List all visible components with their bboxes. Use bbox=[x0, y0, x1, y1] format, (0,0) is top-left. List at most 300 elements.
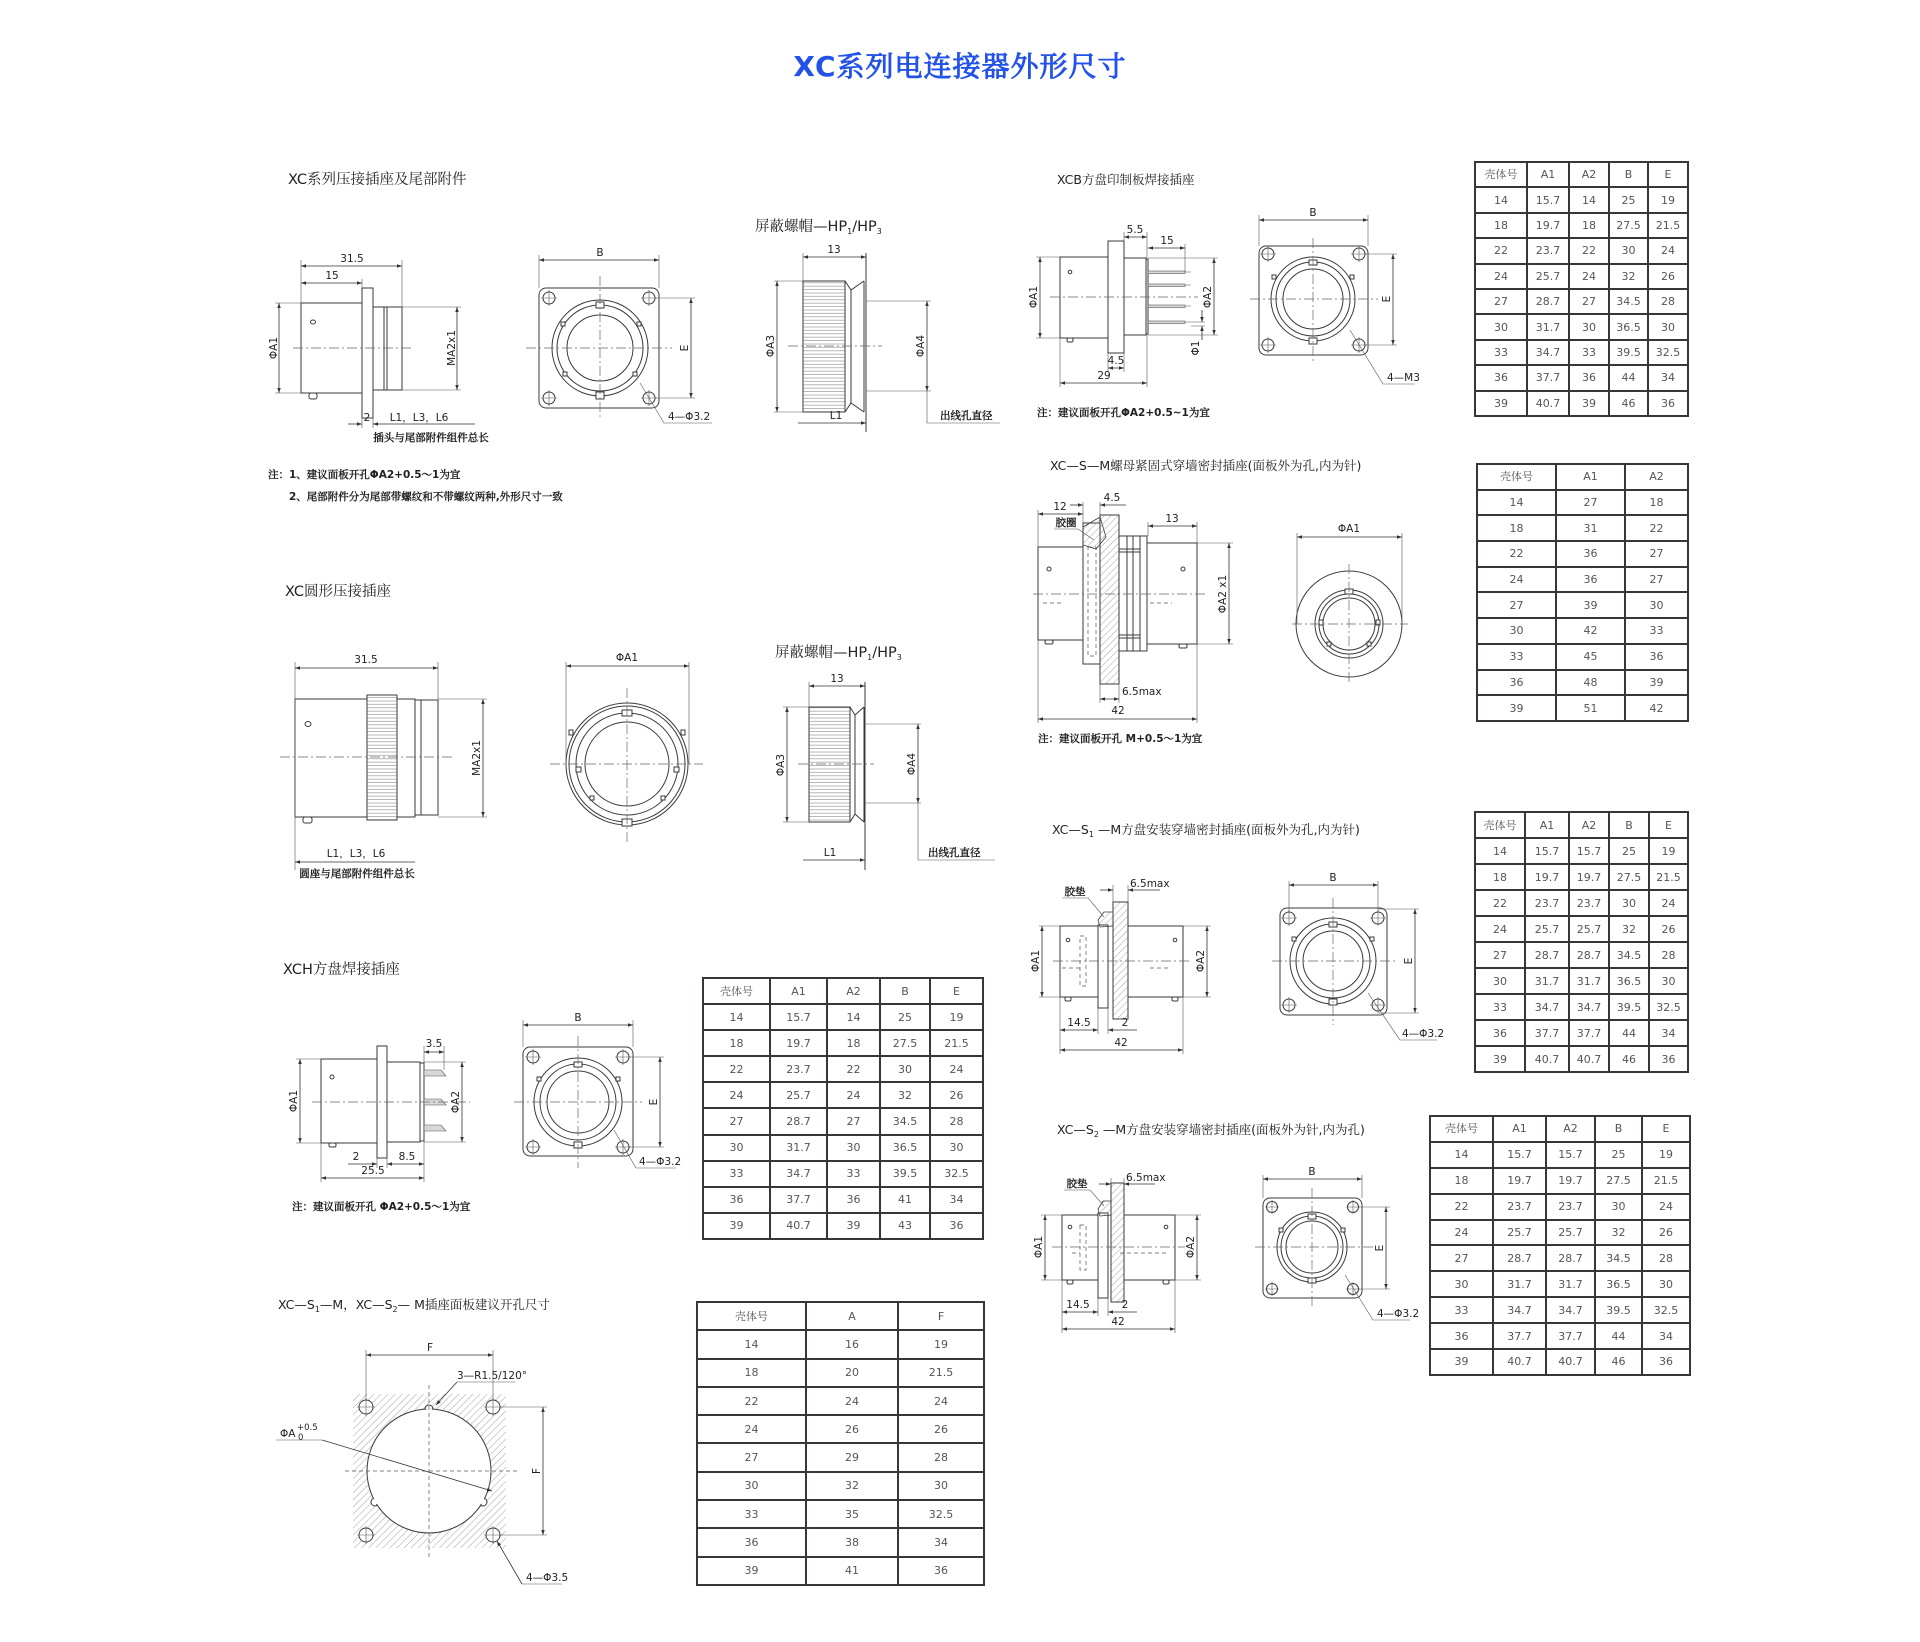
table-row bbox=[1477, 644, 1688, 670]
pin-length-label: 15 bbox=[1160, 235, 1174, 247]
cell-f: 34 bbox=[898, 1528, 984, 1556]
cell-e: 28 bbox=[1642, 1245, 1690, 1271]
assembly-length-label: L1，L3，L6 bbox=[389, 412, 449, 424]
cell-shell-size: 14 bbox=[1477, 490, 1556, 516]
table-row bbox=[703, 1108, 983, 1134]
cell-shell-size: 39 bbox=[1475, 1046, 1525, 1072]
note-xch: 注：建议面板开孔 ΦA2+0.5～1为宜 bbox=[292, 1201, 471, 1213]
xcs1m-front-view bbox=[1272, 872, 1444, 1040]
title-text: XC—S bbox=[1057, 1122, 1094, 1137]
cell-b: 36.5 bbox=[1595, 1271, 1642, 1297]
header-e: E bbox=[930, 978, 983, 1004]
mounting-holes-label: 4—M3 bbox=[1387, 372, 1420, 384]
cell-a2: 27 bbox=[1569, 289, 1609, 314]
cell-a1: 34.7 bbox=[1525, 994, 1569, 1020]
cell-a2: 31.7 bbox=[1546, 1271, 1595, 1297]
mounting-holes-label: 4—Φ3.2 bbox=[668, 411, 711, 423]
cell-b: 25 bbox=[1609, 187, 1648, 212]
cell-a1: 15.7 bbox=[1525, 838, 1569, 864]
section-title-xcb: XCB方盘印制板焊接插座 bbox=[1057, 172, 1195, 187]
cell-shell-size: 24 bbox=[703, 1082, 770, 1108]
header-a2: A2 bbox=[1569, 812, 1609, 838]
title-text: /HP bbox=[872, 645, 897, 661]
cell-shell-size: 27 bbox=[1430, 1245, 1493, 1271]
cell-e: 26 bbox=[1642, 1220, 1690, 1246]
overall-length-label: 31.5 bbox=[340, 253, 364, 265]
flange-thickness-label: 2 bbox=[352, 1151, 360, 1163]
cell-a2: 36 bbox=[827, 1187, 880, 1213]
cell-shell-size: 36 bbox=[1475, 365, 1527, 390]
width-b-label: B bbox=[596, 247, 604, 259]
dia-a1-label: ΦA1 bbox=[1337, 523, 1361, 535]
notch-label: 3—R1.5/120° bbox=[457, 1370, 528, 1382]
table-row bbox=[697, 1500, 984, 1528]
dia-a2-label: ΦA2 bbox=[450, 1090, 462, 1114]
title-text: 屏蔽螺帽—HP bbox=[775, 645, 868, 661]
cell-shell-size: 18 bbox=[1430, 1168, 1493, 1194]
cell-a1: 15.7 bbox=[770, 1004, 827, 1030]
nut-width-label: 13 bbox=[830, 673, 844, 685]
thread-label: ΦA2 x1 bbox=[1217, 574, 1229, 614]
cell-a2: 39 bbox=[827, 1213, 880, 1239]
cell-shell-size: 36 bbox=[697, 1528, 806, 1556]
cell-a1: 37.7 bbox=[1525, 1020, 1569, 1046]
assembly-length-caption: 插头与尾部附件组件总长 bbox=[373, 432, 489, 444]
cell-shell-size: 24 bbox=[697, 1415, 806, 1443]
cell-a1: 48 bbox=[1556, 670, 1625, 696]
title-text: —M，XC—S bbox=[319, 1297, 393, 1312]
header-e: E bbox=[1642, 1116, 1690, 1142]
height-e-label: E bbox=[1374, 1244, 1386, 1252]
xch-side-view bbox=[288, 1038, 470, 1182]
cell-shell-size: 30 bbox=[697, 1472, 806, 1500]
cell-shell-size: 30 bbox=[1430, 1271, 1493, 1297]
cell-shell-size: 33 bbox=[1475, 340, 1527, 365]
cell-a1: 25.7 bbox=[770, 1082, 827, 1108]
rear-length-label: 8.5 bbox=[398, 1151, 416, 1163]
table-row bbox=[1430, 1194, 1690, 1220]
cell-b: 32 bbox=[1609, 916, 1649, 942]
cell-a2: 24 bbox=[827, 1082, 880, 1108]
cell-shell-size: 22 bbox=[1430, 1194, 1493, 1220]
cell-f: 36 bbox=[898, 1557, 984, 1585]
table-row bbox=[1477, 670, 1688, 696]
header-e: E bbox=[1648, 162, 1688, 187]
table-header-row bbox=[703, 978, 983, 1004]
table-row bbox=[703, 1030, 983, 1056]
flange-thickness-label: 2 bbox=[363, 412, 371, 424]
tolerance-upper: +0.5 bbox=[297, 1423, 318, 1433]
table-row bbox=[1475, 264, 1688, 289]
cell-a2: 39 bbox=[1625, 670, 1688, 696]
dia-a2-label: ΦA2 bbox=[1185, 1235, 1197, 1259]
table-row bbox=[1477, 567, 1688, 593]
cell-a2: 28.7 bbox=[1546, 1245, 1595, 1271]
table-row bbox=[1475, 1046, 1688, 1072]
cell-shell-size: 22 bbox=[703, 1056, 770, 1082]
cell-a1: 19.7 bbox=[770, 1030, 827, 1056]
cell-a1: 34.7 bbox=[1493, 1297, 1546, 1323]
cell-shell-size: 18 bbox=[1475, 864, 1525, 890]
header-shell-size: 壳体号 bbox=[1477, 464, 1556, 490]
dia-a-label: ΦA bbox=[280, 1428, 296, 1440]
cell-shell-size: 24 bbox=[1475, 264, 1527, 289]
table-row bbox=[1475, 916, 1688, 942]
header-a1: A1 bbox=[1525, 812, 1569, 838]
cell-e: 21.5 bbox=[1649, 864, 1688, 890]
cell-a1: 23.7 bbox=[1527, 238, 1569, 263]
cell-b: 27.5 bbox=[1609, 213, 1648, 238]
cell-e: 24 bbox=[1648, 238, 1688, 263]
cell-b: 27.5 bbox=[880, 1030, 930, 1056]
title-subscript: 2 bbox=[392, 1305, 398, 1314]
cell-e: 30 bbox=[1642, 1271, 1690, 1297]
header-a1: A1 bbox=[770, 978, 827, 1004]
thread-label: MA2x1 bbox=[471, 740, 483, 776]
cell-shell-size: 22 bbox=[697, 1387, 806, 1415]
overall-length-label: 42 bbox=[1111, 705, 1125, 717]
table-row bbox=[1475, 340, 1688, 365]
cell-shell-size: 18 bbox=[1477, 515, 1556, 541]
cell-a: 38 bbox=[806, 1528, 898, 1556]
cell-e: 26 bbox=[1649, 916, 1688, 942]
cell-a: 29 bbox=[806, 1443, 898, 1471]
cell-a2: 37.7 bbox=[1569, 1020, 1609, 1046]
panel-cutout-table bbox=[696, 1301, 985, 1586]
cell-a1: 34.7 bbox=[1527, 340, 1569, 365]
cell-a1: 40.7 bbox=[1493, 1349, 1546, 1375]
section-title-xch: XCH方盘焊接插座 bbox=[283, 962, 400, 978]
cell-a2: 30 bbox=[1625, 592, 1688, 618]
cell-shell-size: 18 bbox=[697, 1359, 806, 1387]
cell-a2: 22 bbox=[827, 1056, 880, 1082]
cell-b: 44 bbox=[1595, 1323, 1642, 1349]
section-title-shield-nut-bottom bbox=[775, 644, 902, 667]
cell-b: 25 bbox=[1609, 838, 1649, 864]
page-title: XC系列电连接器外形尺寸 bbox=[793, 50, 1127, 83]
cell-b: 39.5 bbox=[1609, 340, 1648, 365]
cell-e: 32.5 bbox=[1648, 340, 1688, 365]
cell-e: 36 bbox=[1649, 1046, 1688, 1072]
cell-a2: 27 bbox=[1625, 541, 1688, 567]
cell-a2: 19.7 bbox=[1569, 864, 1609, 890]
cell-e: 19 bbox=[930, 1004, 983, 1030]
cell-a: 26 bbox=[806, 1415, 898, 1443]
cell-b: 44 bbox=[1609, 365, 1648, 390]
cell-a: 16 bbox=[806, 1330, 898, 1358]
f-side-label: F bbox=[531, 1467, 543, 1475]
cell-shell-size: 24 bbox=[1430, 1220, 1493, 1246]
f-top-label: F bbox=[426, 1342, 434, 1354]
cell-a2: 40.7 bbox=[1546, 1349, 1595, 1375]
cell-a1: 51 bbox=[1556, 695, 1625, 721]
cell-b: 25 bbox=[1595, 1142, 1642, 1168]
nut-width-label: 13 bbox=[827, 244, 841, 256]
cell-e: 30 bbox=[930, 1135, 983, 1161]
cell-shell-size: 33 bbox=[703, 1161, 770, 1187]
cell-e: 28 bbox=[1648, 289, 1688, 314]
cell-shell-size: 36 bbox=[1477, 670, 1556, 696]
dia-a1-label: ΦA1 bbox=[1033, 1235, 1045, 1259]
table-row bbox=[697, 1330, 984, 1358]
cell-a1: 23.7 bbox=[1525, 890, 1569, 916]
front-length-label: 14.5 bbox=[1067, 1017, 1091, 1029]
header-shell-size: 壳体号 bbox=[697, 1302, 806, 1330]
table-row bbox=[703, 1187, 983, 1213]
header-a2: A2 bbox=[1569, 162, 1609, 187]
cell-e: 32.5 bbox=[930, 1161, 983, 1187]
cell-f: 19 bbox=[898, 1330, 984, 1358]
xch-dimension-table bbox=[702, 977, 984, 1240]
dia-a2-label: ΦA2 bbox=[1195, 949, 1207, 973]
table-header-row bbox=[1475, 162, 1688, 187]
cell-b: 34.5 bbox=[1609, 942, 1649, 968]
shield-nut-bottom-drawing bbox=[775, 673, 995, 870]
title-text: XC—S bbox=[278, 1297, 315, 1312]
cell-shell-size: 18 bbox=[1475, 213, 1527, 238]
cell-shell-size: 27 bbox=[1477, 592, 1556, 618]
cell-b: 39.5 bbox=[880, 1161, 930, 1187]
cell-b: 30 bbox=[880, 1056, 930, 1082]
cell-a: 20 bbox=[806, 1359, 898, 1387]
cell-shell-size: 24 bbox=[1475, 916, 1525, 942]
table-row bbox=[703, 1161, 983, 1187]
cell-shell-size: 36 bbox=[1430, 1323, 1493, 1349]
cell-a1: 19.7 bbox=[1525, 864, 1569, 890]
note-xcsm: 注：建议面板开孔 M+0.5～1为宜 bbox=[1038, 733, 1203, 745]
thread-label: MA2x1 bbox=[446, 330, 458, 366]
cell-e: 30 bbox=[1648, 314, 1688, 339]
section-title-panel-cutout bbox=[278, 1297, 550, 1318]
cell-a2: 22 bbox=[1569, 238, 1609, 263]
cell-a2: 33 bbox=[827, 1161, 880, 1187]
cell-e: 28 bbox=[930, 1108, 983, 1134]
xch-front-view bbox=[514, 1012, 681, 1168]
cell-b: 41 bbox=[880, 1187, 930, 1213]
table-row bbox=[1475, 314, 1688, 339]
cell-b: 25 bbox=[880, 1004, 930, 1030]
header-a1: A1 bbox=[1556, 464, 1625, 490]
header-a2: A2 bbox=[1625, 464, 1688, 490]
gasket-label: 胶垫 bbox=[1066, 1178, 1088, 1190]
cell-shell-size: 27 bbox=[1475, 289, 1527, 314]
xcs2m-side-view bbox=[1033, 1172, 1201, 1333]
cell-shell-size: 30 bbox=[1475, 968, 1525, 994]
cell-b: 34.5 bbox=[1609, 289, 1648, 314]
title-subscript: 1 bbox=[1088, 830, 1094, 839]
cell-b: 36.5 bbox=[1609, 314, 1648, 339]
cell-a2: 37.7 bbox=[1546, 1323, 1595, 1349]
header-b: B bbox=[880, 978, 930, 1004]
cell-b: 39.5 bbox=[1595, 1297, 1642, 1323]
dia-a3-label: ΦA3 bbox=[765, 334, 777, 358]
header-shell-size: 壳体号 bbox=[1475, 162, 1527, 187]
cell-b: 46 bbox=[1595, 1349, 1642, 1375]
table-row bbox=[1475, 864, 1688, 890]
cell-a2: 28.7 bbox=[1569, 942, 1609, 968]
cell-a2: 19.7 bbox=[1546, 1168, 1595, 1194]
cell-a: 24 bbox=[806, 1387, 898, 1415]
cell-b: 36.5 bbox=[1609, 968, 1649, 994]
cell-a1: 23.7 bbox=[770, 1056, 827, 1082]
table-row bbox=[1475, 213, 1688, 238]
outlet-diameter-label: 出线孔直径 bbox=[940, 410, 993, 422]
header-a1: A1 bbox=[1493, 1116, 1546, 1142]
cell-b: 46 bbox=[1609, 391, 1648, 416]
title-text: —M方盘安装穿墙密封插座(面板外为孔,内为针) bbox=[1093, 822, 1360, 837]
cell-f: 30 bbox=[898, 1472, 984, 1500]
table-header-row bbox=[1475, 812, 1688, 838]
cell-a2: 33 bbox=[1625, 618, 1688, 644]
note-panel-hole: 注：1、建议面板开孔ΦA2+0.5～1为宜 bbox=[268, 469, 461, 481]
cell-e: 32.5 bbox=[1649, 994, 1688, 1020]
cell-e: 19 bbox=[1642, 1142, 1690, 1168]
cell-a2: 24 bbox=[1569, 264, 1609, 289]
cell-a1: 28.7 bbox=[770, 1108, 827, 1134]
table-row bbox=[1430, 1323, 1690, 1349]
title-subscript: 3 bbox=[876, 227, 882, 236]
table-row bbox=[1430, 1220, 1690, 1246]
cell-shell-size: 39 bbox=[1430, 1349, 1493, 1375]
cell-e: 21.5 bbox=[1648, 213, 1688, 238]
table-row bbox=[697, 1528, 984, 1556]
title-subscript: 1 bbox=[847, 227, 853, 236]
section-title-crimp-receptacle: XC系列压接插座及尾部附件 bbox=[288, 172, 467, 188]
cell-e: 34 bbox=[1648, 365, 1688, 390]
cell-a2: 27 bbox=[1625, 567, 1688, 593]
cell-a2: 14 bbox=[827, 1004, 880, 1030]
panel-thickness-label: 6.5max bbox=[1122, 686, 1162, 698]
cell-e: 30 bbox=[1649, 968, 1688, 994]
xcs1m-side-view bbox=[1030, 878, 1211, 1054]
mounting-holes-label: 4—Φ3.2 bbox=[1402, 1028, 1445, 1040]
cell-a2: 23.7 bbox=[1546, 1194, 1595, 1220]
cell-shell-size: 39 bbox=[697, 1557, 806, 1585]
table-row bbox=[1430, 1142, 1690, 1168]
gap-label: 5.5 bbox=[1126, 224, 1144, 236]
cell-a2: 15.7 bbox=[1546, 1142, 1595, 1168]
cell-a1: 25.7 bbox=[1525, 916, 1569, 942]
assembly-length-label: L1，L3，L6 bbox=[326, 848, 386, 860]
note-tail-accessory: 2、尾部附件分为尾部带螺纹和不带螺纹两种,外形尺寸一致 bbox=[289, 491, 563, 503]
section-title-xcs2m bbox=[1057, 1122, 1365, 1143]
panel-cutout-drawing bbox=[276, 1342, 568, 1584]
cell-shell-size: 39 bbox=[703, 1213, 770, 1239]
cell-f: 28 bbox=[898, 1443, 984, 1471]
cell-shell-size: 24 bbox=[1477, 567, 1556, 593]
cell-b: 32 bbox=[1609, 264, 1648, 289]
cell-e: 21.5 bbox=[930, 1030, 983, 1056]
xcsm-front-view bbox=[1292, 523, 1408, 684]
cell-f: 21.5 bbox=[898, 1359, 984, 1387]
header-shell-size: 壳体号 bbox=[703, 978, 770, 1004]
cell-shell-size: 33 bbox=[697, 1500, 806, 1528]
cell-b: 44 bbox=[1609, 1020, 1649, 1046]
outlet-diameter-label: 出线孔直径 bbox=[928, 847, 981, 859]
cell-a2: 14 bbox=[1569, 187, 1609, 212]
xcb-dimension-table bbox=[1474, 161, 1689, 417]
mounting-holes-label: 4—Φ3.2 bbox=[1377, 1308, 1420, 1320]
cell-a1: 40.7 bbox=[770, 1213, 827, 1239]
panel-thickness-label: 6.5max bbox=[1126, 1172, 1166, 1184]
cell-b: 27.5 bbox=[1609, 864, 1649, 890]
title-text: —M方盘安装穿墙密封插座(面板外为针,内为孔) bbox=[1098, 1122, 1365, 1137]
cell-shell-size: 14 bbox=[703, 1004, 770, 1030]
cell-a1: 28.7 bbox=[1527, 289, 1569, 314]
cell-e: 36 bbox=[1648, 391, 1688, 416]
cell-a1: 37.7 bbox=[1493, 1323, 1546, 1349]
cell-e: 32.5 bbox=[1642, 1297, 1690, 1323]
cell-b: 30 bbox=[1595, 1194, 1642, 1220]
table-row bbox=[1477, 490, 1688, 516]
cell-a2: 15.7 bbox=[1569, 838, 1609, 864]
table-row bbox=[1475, 968, 1688, 994]
cell-shell-size: 22 bbox=[1477, 541, 1556, 567]
section-title-shield-nut-top bbox=[755, 218, 882, 241]
width-b-label: B bbox=[574, 1012, 582, 1024]
xcb-side-view bbox=[1028, 224, 1218, 387]
cell-a1: 28.7 bbox=[1493, 1245, 1546, 1271]
width-b-label: B bbox=[1309, 207, 1317, 219]
section-title-xcs1m bbox=[1052, 822, 1360, 843]
table-row bbox=[1475, 838, 1688, 864]
table-row bbox=[1430, 1168, 1690, 1194]
dia-a2-label: ΦA2 bbox=[1202, 285, 1214, 309]
table-row bbox=[1475, 187, 1688, 212]
table-row bbox=[697, 1472, 984, 1500]
height-e-label: E bbox=[1403, 957, 1415, 965]
table-row bbox=[697, 1359, 984, 1387]
cell-a2: 39 bbox=[1569, 391, 1609, 416]
overall-length-label: 29 bbox=[1097, 370, 1111, 382]
cell-a: 41 bbox=[806, 1557, 898, 1585]
table-row bbox=[1430, 1245, 1690, 1271]
cell-a1: 28.7 bbox=[1525, 942, 1569, 968]
cell-shell-size: 14 bbox=[1475, 187, 1527, 212]
cell-b: 30 bbox=[1609, 238, 1648, 263]
dia-a4-label: ΦA4 bbox=[915, 334, 927, 358]
table-row bbox=[703, 1135, 983, 1161]
crimp-receptacle-side-view bbox=[268, 253, 489, 444]
cell-a2: 33 bbox=[1569, 340, 1609, 365]
cell-b: 39.5 bbox=[1609, 994, 1649, 1020]
dia-a3-label: ΦA3 bbox=[775, 753, 787, 777]
table-row bbox=[703, 1213, 983, 1239]
cell-a2: 18 bbox=[1569, 213, 1609, 238]
cell-f: 26 bbox=[898, 1415, 984, 1443]
header-shell-size: 壳体号 bbox=[1430, 1116, 1493, 1142]
cell-shell-size: 36 bbox=[703, 1187, 770, 1213]
cell-a2: 22 bbox=[1625, 515, 1688, 541]
cell-shell-size: 36 bbox=[1475, 1020, 1525, 1046]
cell-a1: 25.7 bbox=[1493, 1220, 1546, 1246]
pin-dia-label: Φ1 bbox=[1190, 340, 1202, 356]
dia-a1-label: ΦA1 bbox=[615, 652, 639, 664]
front-length-label: 12 bbox=[1053, 501, 1067, 513]
dia-a1-label: ΦA1 bbox=[268, 336, 280, 360]
cell-shell-size: 33 bbox=[1430, 1297, 1493, 1323]
table-row bbox=[1477, 541, 1688, 567]
cell-a1: 37.7 bbox=[1527, 365, 1569, 390]
table-row bbox=[1475, 890, 1688, 916]
header-b: B bbox=[1595, 1116, 1642, 1142]
front-length-label: 15 bbox=[325, 270, 339, 282]
cell-a1: 40.7 bbox=[1527, 391, 1569, 416]
overall-length-label: 42 bbox=[1111, 1316, 1125, 1328]
table-row bbox=[703, 1082, 983, 1108]
mounting-holes-label: 4—Φ3.5 bbox=[526, 1572, 569, 1584]
cell-a1: 31.7 bbox=[1493, 1271, 1546, 1297]
